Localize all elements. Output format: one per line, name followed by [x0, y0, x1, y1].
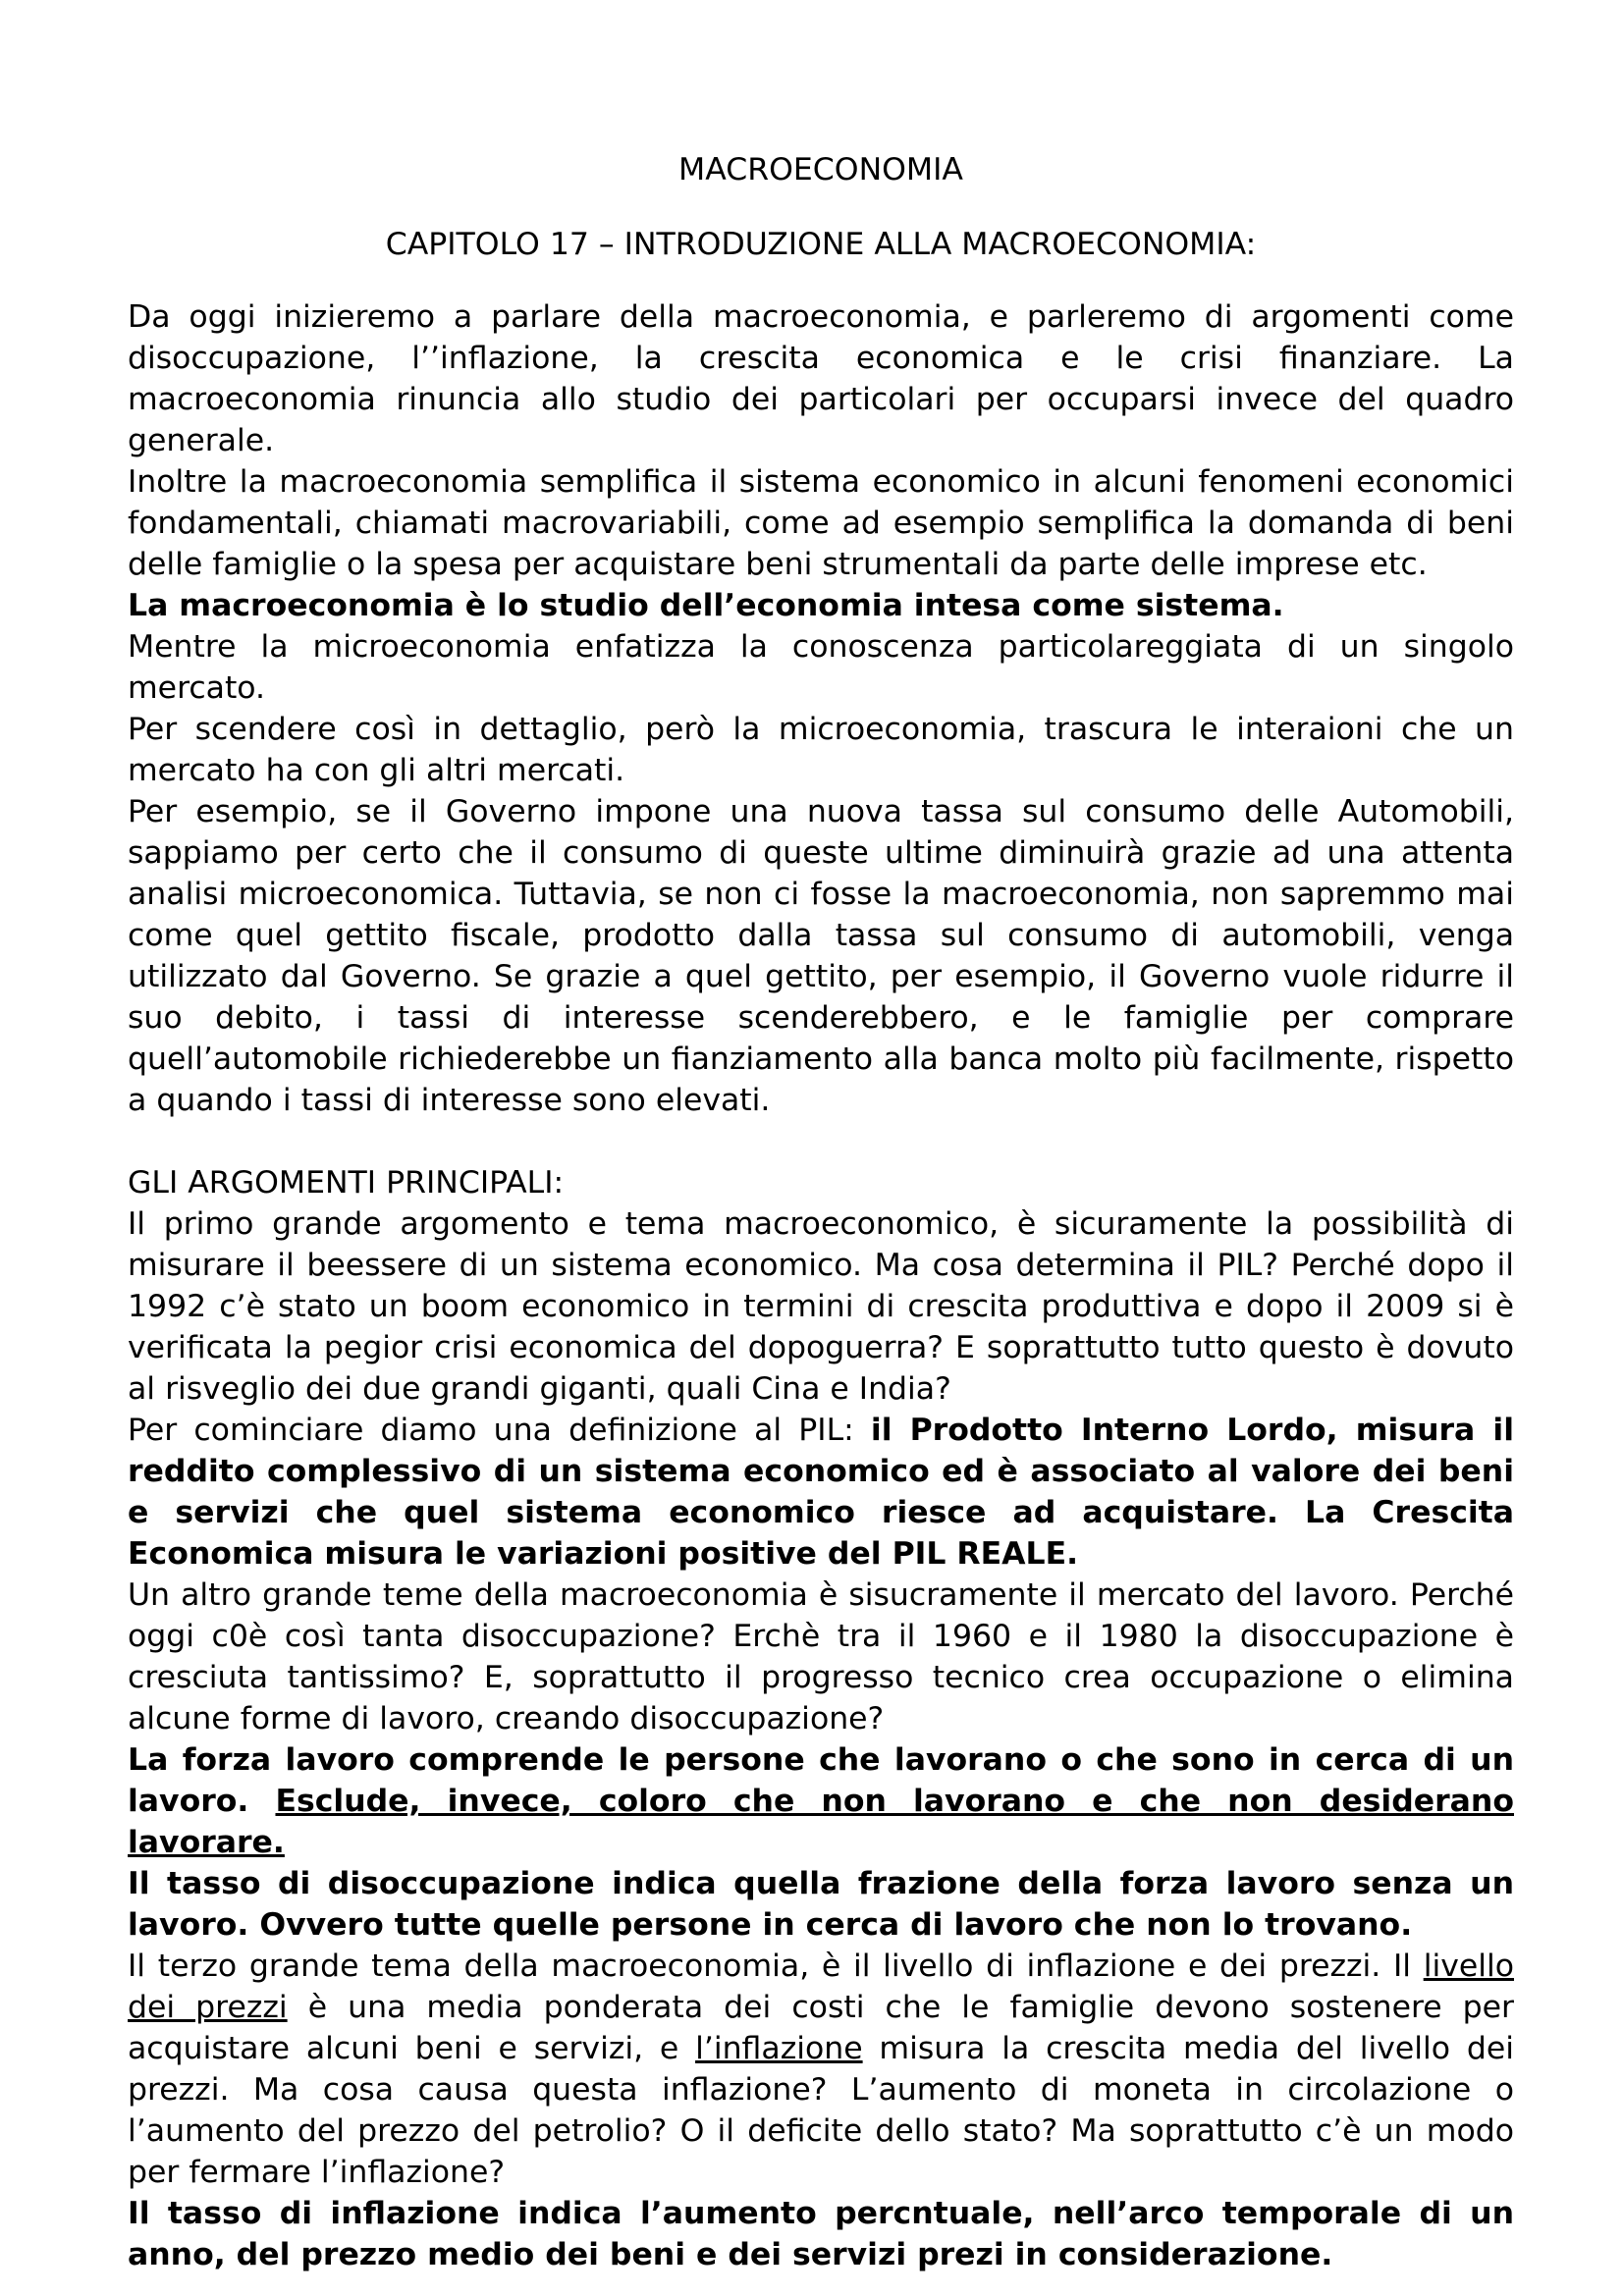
inflation-text-a: Il terzo grande tema della macroeconomia, è il livello di inflazione e dei prezzi. Il — [128, 1949, 1424, 1984]
topics-paragraph-3 — [128, 1946, 1514, 2193]
topics-paragraph-2: Un altro grande teme della macroeconomia è sisucramente il mercato del lavoro. Perché oggi c0è così tanta disoccupazione? Erchè tra il 1960 e il 1980 la disoccupazione è cresciuta tantissimo? E, soprattutto il progresso tecnico crea occupazione o elimina alcune forme di lavoro, creando disoccupazione? — [128, 1577, 1514, 1736]
intro-paragraph-1: Da oggi inizieremo a parlare della macroeconomia, e parleremo di argomenti come disoccupazione, l’’inflazione, la crescita economica e le crisi finanziare. La macroeconomia rinuncia allo studio dei particolari per occuparsi invece del quadro generale. — [128, 299, 1514, 458]
pil-definition-paragraph — [128, 1410, 1514, 1575]
labor-force-exclusion: Esclude, invece, coloro che non lavorano e che non desiderano lavorare. — [128, 1784, 1514, 1860]
intro-paragraph-2: Inoltre la macroeconomia semplifica il sistema economico in alcuni fenomeni economici fondamentali, chiamati macrovariabili, come ad esempio semplifica la domanda di beni delle famiglie o la spesa per acquistare beni strumentali da parte delle imprese etc. — [128, 464, 1514, 582]
intro-paragraph-4: Per scendere così in dettaglio, però la microeconomia, trascura le interaioni che un mercato ha con gli altri mercati. — [128, 712, 1514, 788]
price-level-term: livello dei prezzi — [128, 1949, 1514, 2025]
labor-force-definition — [128, 1739, 1514, 1863]
pil-intro-text: Per cominciare diamo una definizione al PIL: — [128, 1413, 871, 1448]
inflation-term: l’inflazione — [695, 2031, 863, 2066]
inflation-text-b: è una media ponderata dei costi che le famiglie devono sostenere per acquistare alcuni beni e servizi, e — [128, 1990, 1514, 2066]
inflation-text-c: misura la crescita media del livello dei prezzi. Ma cosa causa questa inflazione? L’aumento di moneta in circolazione o l’aumento del prezzo del petrolio? O il deficite dello stato? Ma soprattutto c’è un modo per fermare l’inflazione? — [128, 2031, 1514, 2190]
pil-definition: il Prodotto Interno Lordo, misura il reddito complessivo di un sistema economico ed è associato al valore dei beni e servizi che quel sistema economico riesce ad acquistare. La Crescita Economica misura le variazioni positive del PIL REALE. — [128, 1413, 1515, 1572]
topics-paragraph-1: Il primo grande argomento e tema macroeconomico, è sicuramente la possibilità di misurare il beessere di un sistema economico. Ma cosa determina il PIL? Perché dopo il 1992 c’è stato un boom economico in termini di crescita produttiva e dopo il 2009 si è verificata la pegior crisi economica del dopoguerra? E soprattutto tutto questo è dovuto al risveglio dei due grandi giganti, quali Cina e India? — [128, 1206, 1514, 1407]
unemployment-definition: Il tasso di disoccupazione indica quella frazione della forza lavoro senza un lavoro. Ovvero tutte quelle persone in cerca di lavoro che non lo trovano. — [128, 1866, 1514, 1943]
labor-force-text: La forza lavoro comprende le persone che lavorano o che sono in cerca di un lavoro. — [128, 1742, 1514, 1819]
chapter-heading: CAPITOLO 17 – INTRODUZIONE ALLA MACROECONOMIA: — [385, 227, 1257, 262]
macroeconomics-definition: La macroeconomia è lo studio dell’economia intesa come sistema. — [128, 588, 1284, 623]
document-body — [128, 149, 1514, 2275]
section-heading: GLI ARGOMENTI PRINCIPALI: — [128, 1165, 565, 1201]
document-title: MACROECONOMIA — [678, 152, 963, 187]
spacer — [128, 1121, 1514, 1162]
inflation-rate-definition: Il tasso di inflazione indica l’aumento percntuale, nell’arco temporale di un anno, del prezzo medio dei beni e dei servizi prezi in considerazione. — [128, 2196, 1514, 2272]
intro-paragraph-5: Per esempio, se il Governo impone una nuova tassa sul consumo delle Automobili, sappiamo per certo che il consumo di queste ultime diminuirà grazie ad una attenta analisi microeconomica. Tuttavia, se non ci fosse la macroeconomia, non sapremmo mai come quel gettito fiscale, prodotto dalla tassa sul consumo di automobili, venga utilizzato dal Governo. Se grazie a quel gettito, per esempio, il Governo vuole ridurre il suo debito, i tassi di interesse scenderebbero, e le famiglie per comprare quell’automobile richiederebbe un fianziamento alla banca molto più facilmente, rispetto a quando i tassi di interesse sono elevati. — [128, 794, 1514, 1118]
intro-paragraph-3: Mentre la microeconomia enfatizza la conoscenza particolareggiata di un singolo mercato. — [128, 629, 1514, 706]
